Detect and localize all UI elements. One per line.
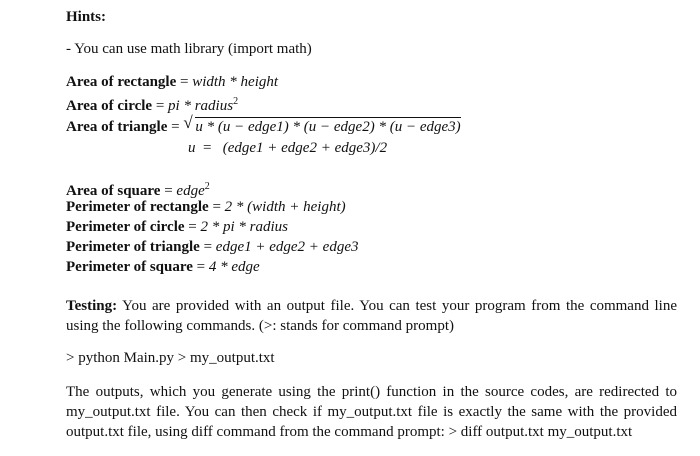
formula-expression: u * (u − edge1) * (u − edge2) * (u − edge3) [195, 119, 461, 135]
formula-expression: pi * radius [168, 98, 234, 114]
formula-perimeter-circle: Perimeter of circle = 2 * pi * radius [66, 219, 289, 235]
hints-title: Hints: [66, 9, 107, 25]
formula-area-circle: Area of circle = pi * radius$^2$ [66, 96, 239, 114]
formula-label: Area of rectangle [66, 74, 177, 90]
math-library-note: - You can use math library (import math) [66, 41, 312, 57]
testing-label: Testing: [66, 298, 118, 314]
outputs-paragraph: The outputs, which you generate using the print() function in the source codes, are redirected to my_output.txt file. You can then check if my_output.txt file is exactly the same with the provided output.txt file, using diff command from the command prompt: > diff output.txt my_output.txt [66, 384, 677, 440]
formula-rhs: (edge1 + edge2 + edge3)/2 [222, 140, 388, 156]
testing-text: You are provided with an output file. You can test your program from the command line using the following commands. (>: stands for command prompt) [66, 298, 678, 334]
formula-label: Perimeter of circle [66, 219, 185, 235]
formula-expression: 2 * (width + height) [224, 199, 346, 215]
formula-expression: 4 * edge [208, 259, 260, 275]
formula-perimeter-rectangle: Perimeter of rectangle = 2 * (width + height) [66, 199, 346, 215]
formula-perimeter-square: Perimeter of square = 4 * edge [66, 259, 260, 275]
formula-exponent: 2 [204, 181, 210, 192]
formula-expression: width * height [192, 74, 279, 90]
formula-area-rectangle: Area of rectangle = width * height [66, 74, 279, 90]
formula-expression: edge1 + edge2 + edge3 [215, 239, 359, 255]
square-root [183, 113, 461, 136]
formula-expression: edge [176, 183, 205, 199]
command-line: > python Main.py > my_output.txt [66, 350, 275, 366]
formula-label: Perimeter of rectangle [66, 199, 209, 215]
radical-sign-icon: √ [183, 113, 193, 132]
testing-paragraph [66, 296, 677, 336]
formula-expression: 2 * pi * radius [200, 219, 289, 235]
formula-label: Perimeter of triangle [66, 239, 200, 255]
formula-label: Perimeter of square [66, 259, 193, 275]
formula-exponent: 2 [233, 96, 239, 107]
formula-perimeter-triangle: Perimeter of triangle = edge1 + edge2 + edge3 [66, 239, 359, 255]
formula-label: Area of square [66, 183, 161, 199]
formula-lhs: u [188, 140, 196, 156]
formula-label: Area of circle [66, 98, 153, 114]
formula-area-square: Area of square = edge$^2$ [66, 181, 210, 199]
formula-area-triangle: Area of triangle = √ u * (u − edge1) * (u − edge2) * (u − edge3) [66, 113, 461, 135]
formula-label: Area of triangle [66, 119, 168, 135]
formula-u-definition: u = (edge1 + edge2 + edge3)/2 [188, 140, 388, 156]
